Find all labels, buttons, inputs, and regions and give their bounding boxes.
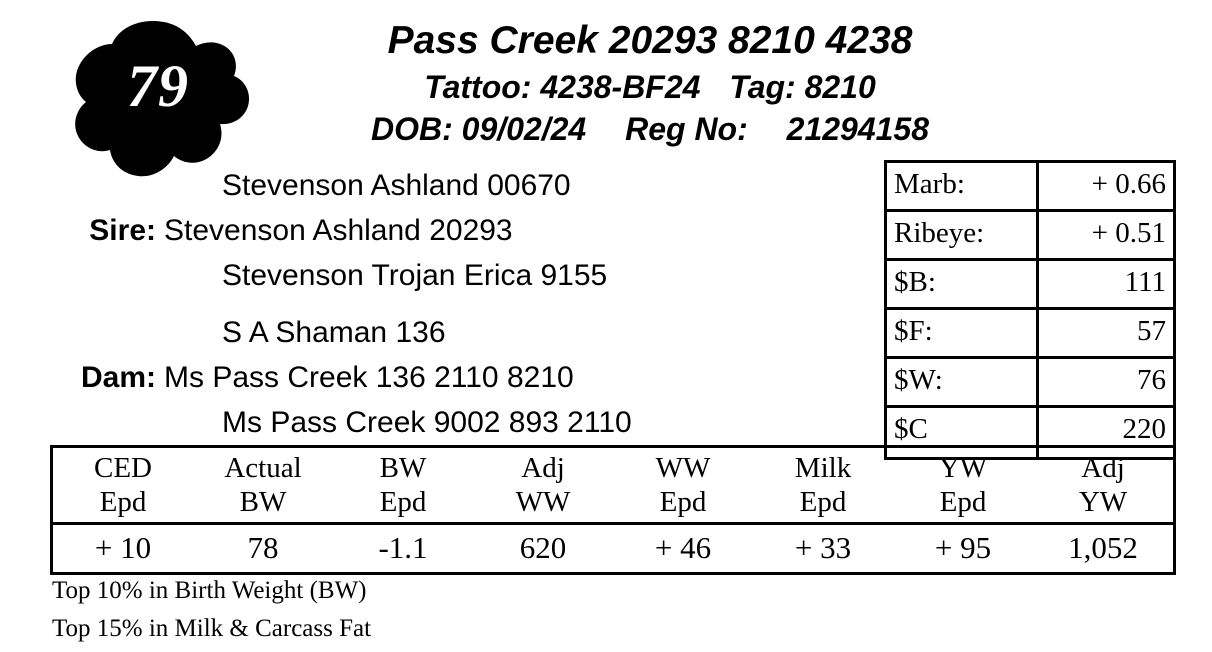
table-row — [887, 163, 1173, 212]
epd-value-actual-bw: 78 — [247, 530, 279, 565]
footnote-line: Top 10% in Birth Weight (BW) — [52, 577, 367, 604]
tag-label: Tag: — [729, 69, 796, 105]
epd-header-actual-bw: Actual BW — [224, 452, 302, 518]
pedigree-row-dam — [44, 355, 884, 400]
pedigree-spacer — [44, 298, 884, 310]
epd-header-bw-epd: BW Epd — [379, 452, 427, 518]
table-row — [887, 310, 1173, 359]
pedigree-row-sire — [44, 208, 884, 253]
dam-label: Dam: — [80, 361, 156, 394]
sire-dam-name: Stevenson Trojan Erica 9155 — [222, 259, 608, 292]
epd-value-bw-epd: -1.1 — [378, 530, 428, 565]
carcass-value-table — [884, 160, 1176, 460]
footnote-line: Top 15% in Milk & Carcass Fat — [52, 615, 372, 642]
epd-value-adj-ww: 620 — [519, 530, 567, 565]
epd-header-adj-ww: Adj WW — [515, 452, 571, 518]
sire-sire-name: Stevenson Ashland 00670 — [222, 169, 571, 202]
dob-label: DOB: — [370, 111, 453, 147]
epd-header-milk-epd: Milk Epd — [794, 452, 852, 518]
epd-table-value-row — [53, 525, 1173, 572]
pedigree-row-dam-dam — [44, 400, 884, 445]
epd-value-yw-epd: + 95 — [934, 530, 992, 565]
epd-table-header-row — [53, 448, 1173, 525]
tattoo-label: Tattoo: — [424, 69, 532, 105]
dollar-b-label: $B: — [887, 261, 1039, 307]
pedigree — [44, 163, 884, 445]
reg-no-value: 21294158 — [786, 111, 930, 147]
epd-header-ced: CED Epd — [94, 452, 152, 518]
page-title: Pass Creek 20293 8210 4238 — [387, 19, 913, 62]
pedigree-row-sire-dam — [44, 253, 884, 298]
footnotes — [52, 572, 371, 648]
dollar-f-value: 57 — [1137, 315, 1166, 347]
marb-value: + 0.66 — [1091, 168, 1166, 200]
ribeye-label: Ribeye: — [887, 212, 1039, 258]
tattoo-value: 4238-BF24 — [540, 69, 701, 105]
dollar-f-label: $F: — [887, 310, 1039, 356]
pedigree-row-sire-sire — [44, 163, 884, 208]
sire-name: Stevenson Ashland 20293 — [164, 214, 513, 247]
pedigree-row-dam-sire — [44, 310, 884, 355]
sire-label: Sire: — [89, 214, 156, 247]
table-row — [887, 212, 1173, 261]
dob-reg-line — [250, 108, 1050, 150]
epd-value-adj-yw: 1,052 — [1068, 530, 1138, 565]
ribeye-value: + 0.51 — [1091, 217, 1166, 249]
epd-header-adj-yw: Adj YW — [1078, 452, 1128, 518]
dollar-b-value: 111 — [1124, 266, 1166, 298]
epd-value-ced: + 10 — [94, 530, 152, 565]
epd-table — [50, 445, 1176, 575]
dollar-c-label: $C — [887, 408, 1039, 457]
marb-label: Marb: — [887, 163, 1039, 209]
epd-value-ww-epd: + 46 — [654, 530, 712, 565]
table-row — [887, 261, 1173, 310]
tattoo-tag-line — [250, 66, 1050, 108]
dam-dam-name: Ms Pass Creek 9002 893 2110 — [222, 406, 632, 439]
dob-value: 09/02/24 — [461, 111, 587, 147]
reg-no-label: Reg No: — [625, 111, 748, 147]
lot-number: 79 — [127, 53, 189, 119]
tag-value: 8210 — [804, 69, 876, 105]
table-row — [887, 359, 1173, 408]
header — [250, 18, 1050, 150]
epd-header-yw-epd: YW Epd — [938, 452, 988, 518]
epd-header-ww-epd: WW Epd — [655, 452, 711, 518]
dam-sire-name: S A Shaman 136 — [222, 316, 446, 349]
dam-name: Ms Pass Creek 136 2110 8210 — [164, 361, 574, 394]
dollar-c-value: 220 — [1122, 413, 1166, 445]
epd-value-milk-epd: + 33 — [794, 530, 852, 565]
dollar-w-label: $W: — [887, 359, 1039, 405]
dollar-w-value: 76 — [1137, 364, 1166, 396]
